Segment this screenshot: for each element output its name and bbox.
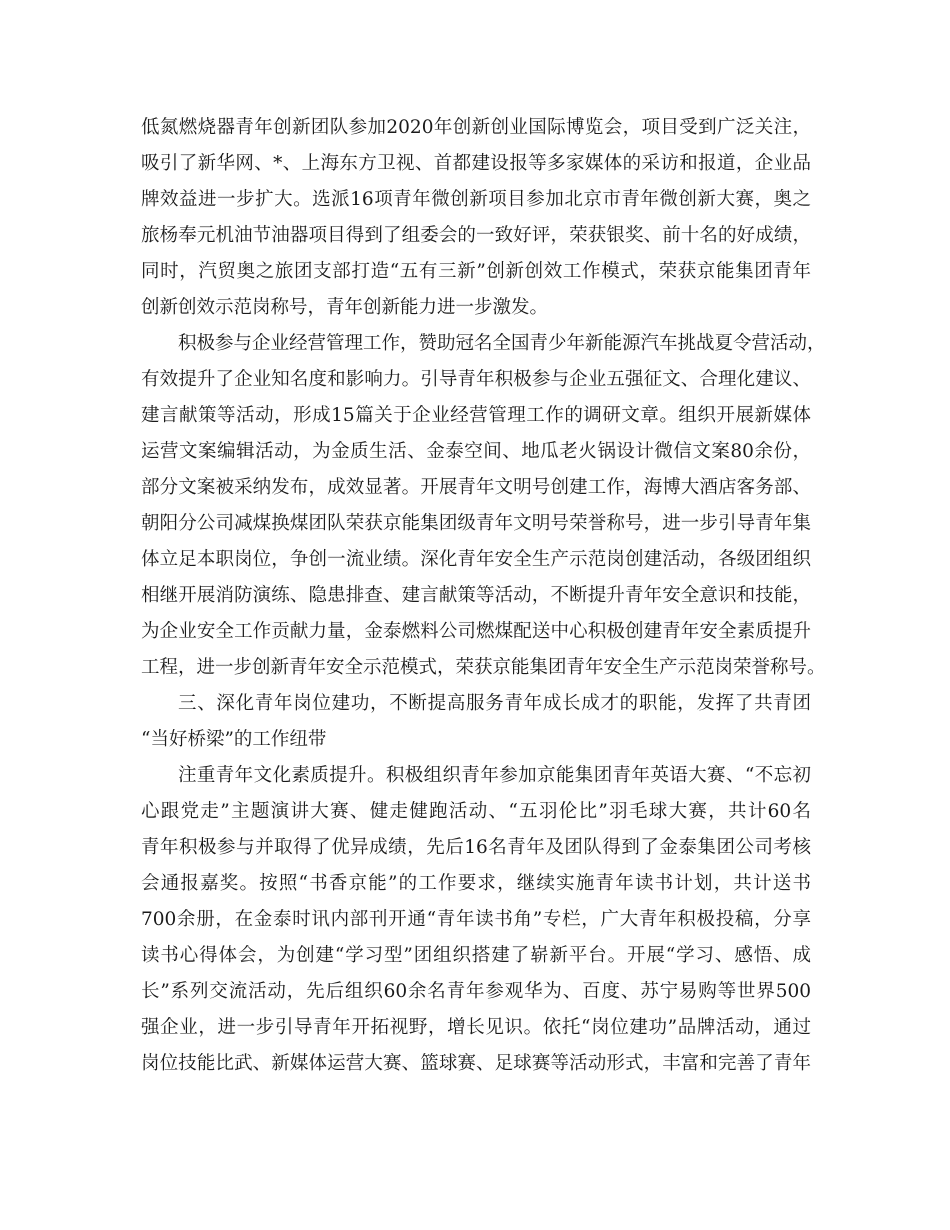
text-line: 注重青年文化素质提升。积极组织青年参加京能集团青年英语大赛、“不忘初 (178, 765, 811, 786)
text-line: 会通报嘉奖。按照“书香京能”的工作要求，继续实施青年读书计划，共计送书 (141, 873, 811, 894)
text-line: 为企业安全工作贡献力量，金泰燃料公司燃煤配送中心积极创建青年安全素质提升 (141, 621, 811, 642)
document-page (141, 110, 826, 1082)
text-line: 牌效益进一步扩大。选派16项青年微创新项目参加北京市青年微创新大赛，奥之 (141, 189, 811, 210)
text-line: 吸引了新华网、*、上海东方卫视、首都建设报等多家媒体的采访和报道，企业品 (141, 153, 811, 174)
text-line: 同时，汽贸奥之旅团支部打造“五有三新”创新创效工作模式，荣获京能集团青年 (141, 261, 811, 282)
text-line: 岗位技能比武、新媒体运营大赛、篮球赛、足球赛等活动形式，丰富和完善了青年 (141, 1053, 811, 1074)
text-line: 体立足本职岗位，争创一流业绩。深化青年安全生产示范岗创建活动，各级团组织 (141, 549, 811, 570)
text-line: 心跟党走”主题演讲大赛、健走健跑活动、“五羽伦比”羽毛球大赛，共计60名 (141, 801, 811, 822)
text-line: 部分文案被采纳发布，成效显著。开展青年文明号创建工作，海博大酒店客务部、 (141, 477, 811, 498)
text-line: 创新创效示范岗称号，青年创新能力进一步激发。 (141, 297, 549, 318)
text-line: 相继开展消防演练、隐患排查、建言献策等活动，不断提升青年安全意识和技能， (141, 585, 811, 606)
text-line: 700余册，在金泰时讯内部刊开通“青年读书角”专栏，广大青年积极投稿，分享 (141, 909, 811, 930)
text-line: 强企业，进一步引导青年开拓视野，增长见识。依托“岗位建功”品牌活动，通过 (141, 1017, 811, 1038)
section-heading: 三、深化青年岗位建功，不断提高服务青年成长成才的职能，发挥了共青团 (178, 693, 811, 714)
text-line: 青年积极参与并取得了优异成绩，先后16名青年及团队得到了金泰集团公司考核 (141, 837, 811, 858)
text-line: 旅杨奉元机油节油器项目得到了组委会的一致好评，荣获银奖、前十名的好成绩， (141, 225, 811, 246)
text-line: 读书心得体会，为创建“学习型”团组织搭建了崭新平台。开展“学习、感悟、成 (141, 945, 811, 966)
text-line: 有效提升了企业知名度和影响力。引导青年积极参与企业五强征文、合理化建议、 (141, 369, 811, 390)
text-line: 建言献策等活动，形成15篇关于企业经营管理工作的调研文章。组织开展新媒体 (141, 405, 811, 426)
text-line: 运营文案编辑活动，为金质生活、金泰空间、地瓜老火锅设计微信文案80余份， (141, 441, 811, 462)
text-line: 工程，进一步创新青年安全示范模式，荣获京能集团青年安全生产示范岗荣誉称号。 (141, 657, 826, 678)
text-line: 朝阳分公司减煤换煤团队荣获京能集团级青年文明号荣誉称号，进一步引导青年集 (141, 513, 811, 534)
section-heading: “当好桥梁”的工作纽带 (141, 729, 327, 750)
text-line: 长”系列交流活动，先后组织60余名青年参观华为、百度、苏宁易购等世界500 (141, 981, 811, 1002)
text-line: 低氮燃烧器青年创新团队参加2020年创新创业国际博览会，项目受到广泛关注， (141, 117, 811, 138)
text-line: 积极参与企业经营管理工作，赞助冠名全国青少年新能源汽车挑战夏令营活动， (178, 333, 826, 354)
